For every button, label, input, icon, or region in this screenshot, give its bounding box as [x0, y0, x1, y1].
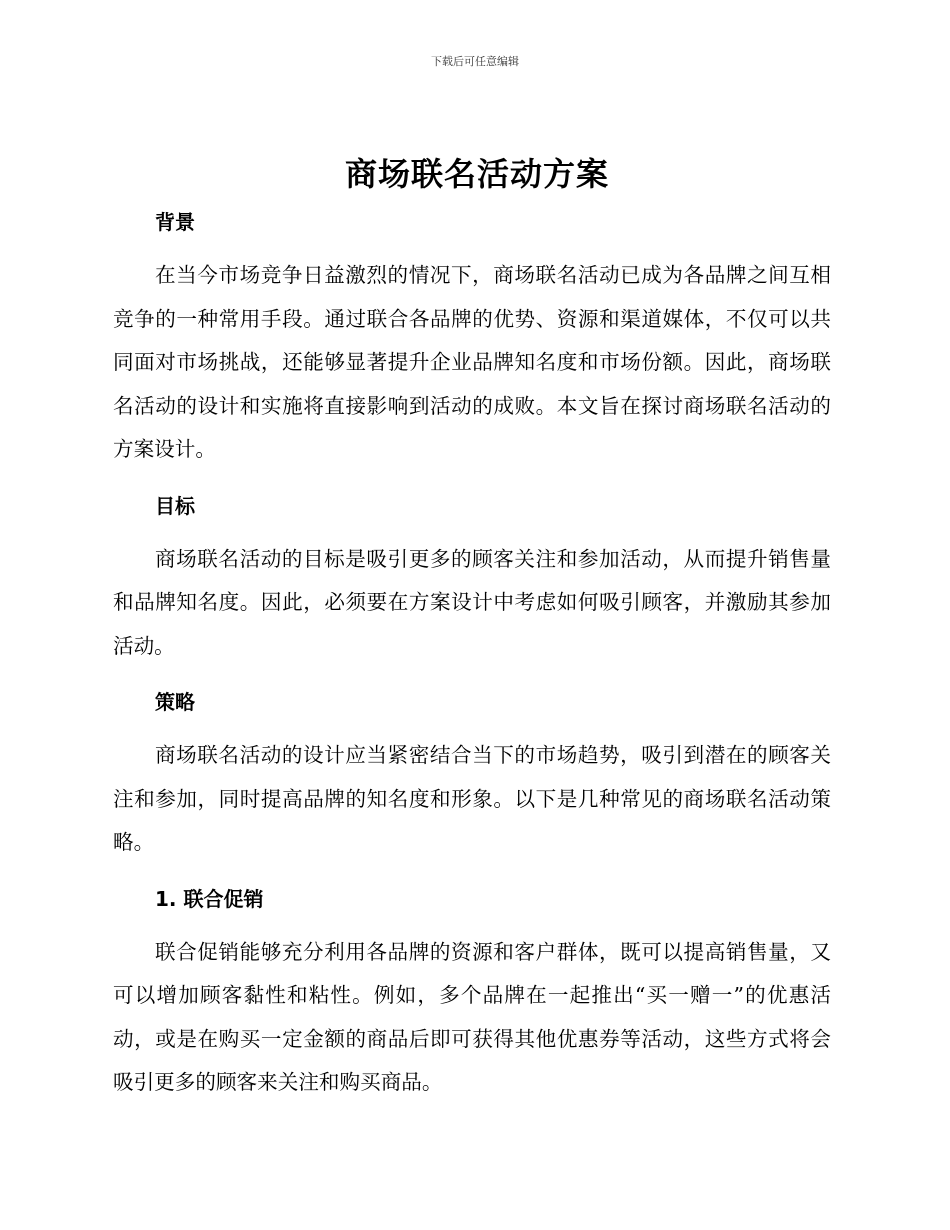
section-strategy — [113, 680, 831, 877]
section-goal — [113, 484, 831, 681]
section-heading-goal: 目标 — [155, 493, 195, 518]
page-header-note: 下载后可任意编辑 — [431, 55, 519, 68]
section-joint-promotion — [113, 877, 831, 1105]
paragraph-strategy: 商场联名活动的设计应当紧密结合当下的市场趋势，吸引到潜在的顾客关注和参加，同时提高品牌的知名度和形象。以下是几种常见的商场联名活动策略。 — [113, 743, 831, 854]
document-body — [113, 148, 831, 1105]
section-heading-background: 背景 — [155, 210, 195, 234]
paragraph-background: 在当今市场竞争日益激烈的情况下，商场联名活动已成为各品牌之间互相竞争的一种常用手段。通过联合各品牌的优势、资源和渠道媒体，不仅可以共同面对市场挑战，还能够显著提升企业品牌知名度和市场份额。因此，商场联名活动的设计和实施将直接影响到活动的成败。本文旨在探讨商场联名活动的方案设计。 — [113, 263, 831, 461]
document-title: 商场联名活动方案 — [344, 155, 609, 193]
paragraph-joint-promotion: 联合促销能够充分利用各品牌的资源和客户群体，既可以提高销售量，又可以增加顾客黏性和粘性。例如，多个品牌在一起推出“买一赠一”的优惠活动，或是在购买一定金额的商品后即可获得其他优惠券等活动，这些方式将会吸引更多的顾客来关注和购买商品。 — [113, 939, 831, 1094]
paragraph-goal: 商场联名活动的目标是吸引更多的顾客关注和参加活动，从而提升销售量和品牌知名度。因此，必须要在方案设计中考虑如何吸引顾客，并激励其参加活动。 — [113, 546, 831, 658]
section-background — [113, 200, 831, 484]
section-heading-joint-promotion: 1. 联合促销 — [155, 886, 264, 911]
section-heading-strategy: 策略 — [155, 690, 195, 714]
